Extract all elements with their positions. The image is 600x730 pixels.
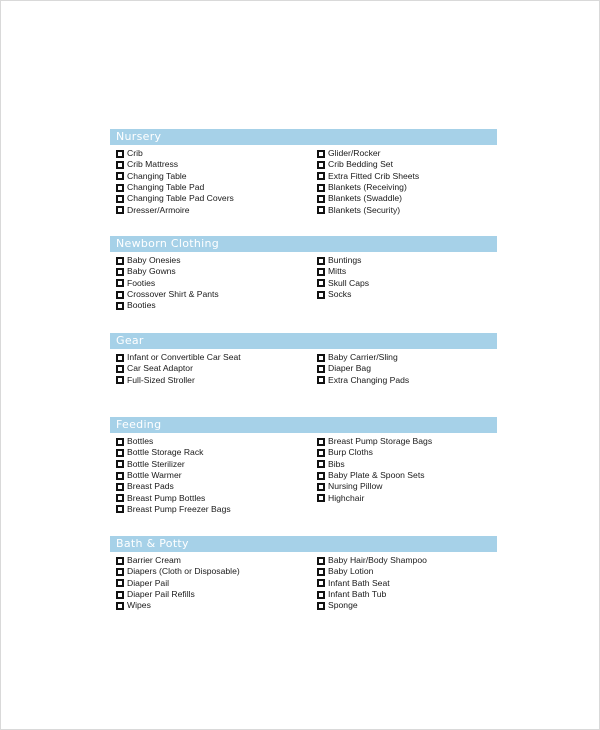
item-label: Blankets (Swaddle) [328,193,403,204]
checkbox-icon[interactable] [317,557,325,565]
section-header: Gear [110,333,497,349]
checkbox-icon[interactable] [116,505,124,513]
item-label: Diaper Bag [328,363,371,374]
item-label: Diapers (Cloth or Disposable) [127,566,240,577]
item-label: Footies [127,277,156,288]
item-label: Diaper Pail [127,577,170,588]
checklist-item[interactable] [317,375,409,386]
item-label: Changing Table Pad Covers [127,193,234,204]
checkbox-icon[interactable] [116,483,124,491]
left-column [116,352,241,386]
checkbox-icon[interactable] [116,291,124,299]
right-column [317,148,419,216]
checkbox-icon[interactable] [317,494,325,502]
checklist-item[interactable] [317,566,427,577]
checklist-item[interactable] [317,171,419,182]
checklist-item[interactable] [116,504,231,515]
checkbox-icon[interactable] [116,354,124,362]
item-label: Crib Mattress [127,159,179,170]
section-gear [110,333,497,385]
checklist-item[interactable] [116,375,241,386]
checklist-item[interactable] [317,589,427,600]
checklist-item[interactable] [317,204,419,215]
item-label: Infant Bath Tub [328,589,387,600]
checklist-item[interactable] [317,352,409,363]
item-label: Breast Pads [127,481,174,492]
checkbox-icon[interactable] [317,172,325,180]
checkbox-icon[interactable] [317,291,325,299]
checklist-item[interactable] [116,171,234,182]
checklist-item[interactable] [317,578,427,589]
checkbox-icon[interactable] [317,257,325,265]
checklist-item[interactable] [317,600,427,611]
item-label: Baby Hair/Body Shampoo [328,555,427,566]
section-feeding [110,417,497,514]
checkbox-icon[interactable] [116,195,124,203]
item-label: Baby Plate & Spoon Sets [328,470,425,481]
checkbox-icon[interactable] [116,150,124,158]
checklist-item[interactable] [317,278,369,289]
checkbox-icon[interactable] [317,268,325,276]
checklist-item[interactable] [116,159,234,170]
right-column [317,255,369,300]
checklist-item[interactable] [116,589,240,600]
section-bath-potty [110,536,497,611]
checklist-item[interactable] [116,436,231,447]
checklist-item[interactable] [116,447,231,458]
checklist-item[interactable] [116,492,231,503]
item-label: Breast Pump Bottles [127,492,206,503]
item-label: Baby Gowns [127,266,176,277]
checkbox-icon[interactable] [317,195,325,203]
checkbox-icon[interactable] [116,365,124,373]
checkbox-icon[interactable] [116,161,124,169]
checkbox-icon[interactable] [317,438,325,446]
checkbox-icon[interactable] [317,449,325,457]
checkbox-icon[interactable] [116,494,124,502]
checklist-item[interactable] [317,436,432,447]
checklist-item[interactable] [116,148,234,159]
item-label: Baby Onesies [127,255,181,266]
checklist-item[interactable] [116,470,231,481]
checkbox-icon[interactable] [116,568,124,576]
item-label: Booties [127,300,156,311]
checkbox-icon[interactable] [116,438,124,446]
checklist-item[interactable] [116,352,241,363]
left-column [116,436,231,515]
checkbox-icon[interactable] [116,602,124,610]
item-label: Bottle Warmer [127,470,182,481]
item-label: Skull Caps [328,277,370,288]
item-label: Barrier Cream [127,555,181,566]
checkbox-icon[interactable] [116,449,124,457]
checklist-item[interactable] [116,600,240,611]
checklist-item[interactable] [116,555,240,566]
item-label: Dresser/Armoire [127,204,190,215]
checklist-item[interactable] [116,578,240,589]
left-column [116,148,234,216]
item-label: Baby Lotion [328,566,374,577]
checklist-item[interactable] [317,481,432,492]
checkbox-icon[interactable] [317,579,325,587]
checkbox-icon[interactable] [317,460,325,468]
section-header: Feeding [110,417,497,433]
item-label: Nursing Pillow [328,481,383,492]
checkbox-icon[interactable] [317,150,325,158]
item-label: Diaper Pail Refills [127,589,195,600]
item-label: Bottle Storage Rack [127,447,204,458]
right-column [317,352,409,386]
checklist-item[interactable] [116,566,240,577]
checkbox-icon[interactable] [317,279,325,287]
item-label: Changing Table [127,170,187,181]
checkbox-icon[interactable] [317,483,325,491]
checkbox-icon[interactable] [317,365,325,373]
item-label: Breast Pump Freezer Bags [127,503,231,514]
section-header: Bath & Potty [110,536,497,552]
checklist-item[interactable] [317,148,419,159]
right-column [317,555,427,611]
item-label: Breast Pump Storage Bags [328,436,433,447]
item-label: Infant or Convertible Car Seat [127,352,241,363]
item-label: Bottle Sterilizer [127,458,185,469]
checklist-item[interactable] [116,289,219,300]
checklist-item[interactable] [317,459,432,470]
item-label: Buntings [328,255,362,266]
checkbox-icon[interactable] [116,257,124,265]
checkbox-icon[interactable] [116,591,124,599]
checkbox-icon[interactable] [317,602,325,610]
checkbox-icon[interactable] [116,460,124,468]
checklist-item[interactable] [116,459,231,470]
checkbox-icon[interactable] [116,184,124,192]
checkbox-icon[interactable] [317,206,325,214]
checklist-item[interactable] [317,555,427,566]
item-label: Socks [328,289,352,300]
checklist-item[interactable] [317,193,419,204]
item-label: Crib Bedding Set [328,159,393,170]
checkbox-icon[interactable] [116,172,124,180]
checklist-item[interactable] [116,278,219,289]
item-label: Extra Changing Pads [328,374,410,385]
checkbox-icon[interactable] [317,376,325,384]
checklist-item[interactable] [317,363,409,374]
checklist-item[interactable] [116,363,241,374]
checkbox-icon[interactable] [317,472,325,480]
section-header: Newborn Clothing [110,236,497,252]
checkbox-icon[interactable] [116,268,124,276]
item-label: Crib [127,148,143,159]
checklist-item[interactable] [317,492,432,503]
item-label: Sponge [328,600,358,611]
checkbox-icon[interactable] [116,472,124,480]
checklist-item[interactable] [116,255,219,266]
checkbox-icon[interactable] [317,591,325,599]
checklist-item[interactable] [116,481,231,492]
checklist-item[interactable] [116,182,234,193]
checkbox-icon[interactable] [116,376,124,384]
item-label: Blankets (Receiving) [328,182,407,193]
item-label: Extra Fitted Crib Sheets [328,170,420,181]
item-label: Glider/Rocker [328,148,381,159]
checklist-item[interactable] [116,300,219,311]
item-label: Changing Table Pad [127,182,205,193]
item-label: Baby Carrier/Sling [328,352,398,363]
checkbox-icon[interactable] [116,279,124,287]
checklist-item[interactable] [116,204,234,215]
item-label: Crossover Shirt & Pants [127,289,219,300]
checkbox-icon[interactable] [317,354,325,362]
left-column [116,555,240,611]
checklist-item[interactable] [317,447,432,458]
section-newborn-clothing [110,236,497,311]
checkbox-icon[interactable] [317,184,325,192]
item-label: Bibs [328,458,345,469]
item-label: Burp Cloths [328,447,373,458]
right-column [317,436,432,504]
checklist-item[interactable] [317,266,369,277]
section-nursery [110,129,497,215]
checklist-item[interactable] [317,470,432,481]
checklist-item[interactable] [317,289,369,300]
checkbox-icon[interactable] [116,302,124,310]
item-label: Mitts [328,266,347,277]
item-label: Full-Sized Stroller [127,374,195,385]
checkbox-icon[interactable] [317,161,325,169]
checkbox-icon[interactable] [116,557,124,565]
checklist-item[interactable] [116,266,219,277]
checklist-item[interactable] [317,255,369,266]
checkbox-icon[interactable] [317,568,325,576]
item-label: Bottles [127,436,154,447]
item-label: Blankets (Security) [328,204,401,215]
checkbox-icon[interactable] [116,579,124,587]
left-column [116,255,219,311]
item-label: Infant Bath Seat [328,577,390,588]
checklist-item[interactable] [317,159,419,170]
item-label: Highchair [328,492,365,503]
checklist-item[interactable] [317,182,419,193]
checklist-item[interactable] [116,193,234,204]
section-header: Nursery [110,129,497,145]
item-label: Wipes [127,600,151,611]
item-label: Car Seat Adaptor [127,363,193,374]
checkbox-icon[interactable] [116,206,124,214]
